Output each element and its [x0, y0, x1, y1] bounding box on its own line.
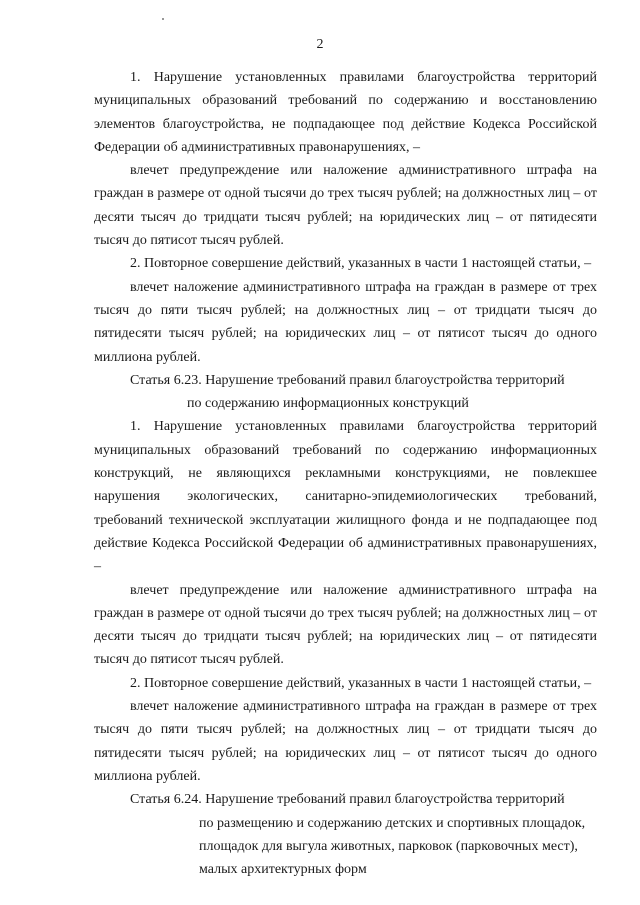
paragraph-6-23-penalty-2: влечет наложение административного штрафа на граждан в размере от трех тысяч до пяти тысяч рублей; на должностных лиц – от тридцати тысяч до пятидесяти тысяч рублей; на юридических лиц – от пятисот тысяч до одного миллиона рублей.	[94, 699, 597, 784]
article-6-23-heading-line-1: Статья 6.23. Нарушение требований правил благоустройства территорий	[130, 372, 565, 388]
paragraph-6-23-part-2: 2. Повторное совершение действий, указанных в части 1 настоящей статьи, –	[130, 675, 592, 691]
paragraph-6-22-part-2: 2. Повторное совершение действий, указанных в части 1 настоящей статьи, –	[130, 256, 592, 272]
paragraph-6-22-penalty-2: влечет наложение административного штрафа на граждан в размере от трех тысяч до пяти тысяч рублей; на должностных лиц – от тридцати тысяч до пятидесяти тысяч рублей; на юридических лиц – от пятисот тысяч до одного миллиона рублей.	[94, 279, 597, 365]
article-6-24-heading-line-3: площадок для выгула животных, парковок (парковочных мест),	[199, 838, 578, 854]
paragraph-6-23-part-1: 1. Нарушение установленных правилами благоустройства территорий муниципальных образований требований по содержанию информационных конструкций, не являющихся рекламными конструкциями, не повлекшее нарушения экологических, санитарно-эпидемиологических требований, требований технической эксплуатации жилищного фонда и не подпадающее под действие Кодекса Российской Федерации об административных правонарушениях, –	[94, 419, 597, 575]
document-body	[94, 66, 597, 881]
article-6-24-heading-line-2: по размещению и содержанию детских и спортивных площадок,	[199, 815, 586, 831]
article-6-24-heading-line-1: Статья 6.24. Нарушение требований правил благоустройства территорий	[130, 792, 565, 808]
article-6-23-heading	[94, 369, 597, 416]
paragraph-6-22-part-1: 1. Нарушение установленных правилами благоустройства территорий муниципальных образований требований по содержанию и восстановлению элементов благоустройства, не подпадающее под действие Кодекса Российской Федерации об административных правонарушениях, –	[94, 70, 597, 155]
paragraph-6-23-penalty-1: влечет предупреждение или наложение административного штрафа на граждан в размере от одной тысячи до трех тысяч рублей; на должностных лиц – от десяти тысяч до тридцати тысяч рублей; на юридических лиц – от пятидесяти тысяч до пятисот тысяч рублей.	[94, 582, 597, 668]
page-number: 2	[316, 37, 324, 52]
article-6-24-heading	[94, 788, 597, 881]
article-6-24-heading-line-4: малых архитектурных форм	[199, 862, 367, 878]
article-6-23-heading-line-2: по содержанию информационных конструкций	[187, 396, 469, 412]
scan-speck	[162, 18, 164, 20]
paragraph-6-22-penalty-1: влечет предупреждение или наложение административного штрафа на граждан в размере от одной тысячи до трех тысяч рублей; на должностных лиц – от десяти тысяч до тридцати тысяч рублей; на юридических лиц – от пятидесяти тысяч до пятисот тысяч рублей.	[94, 163, 597, 249]
